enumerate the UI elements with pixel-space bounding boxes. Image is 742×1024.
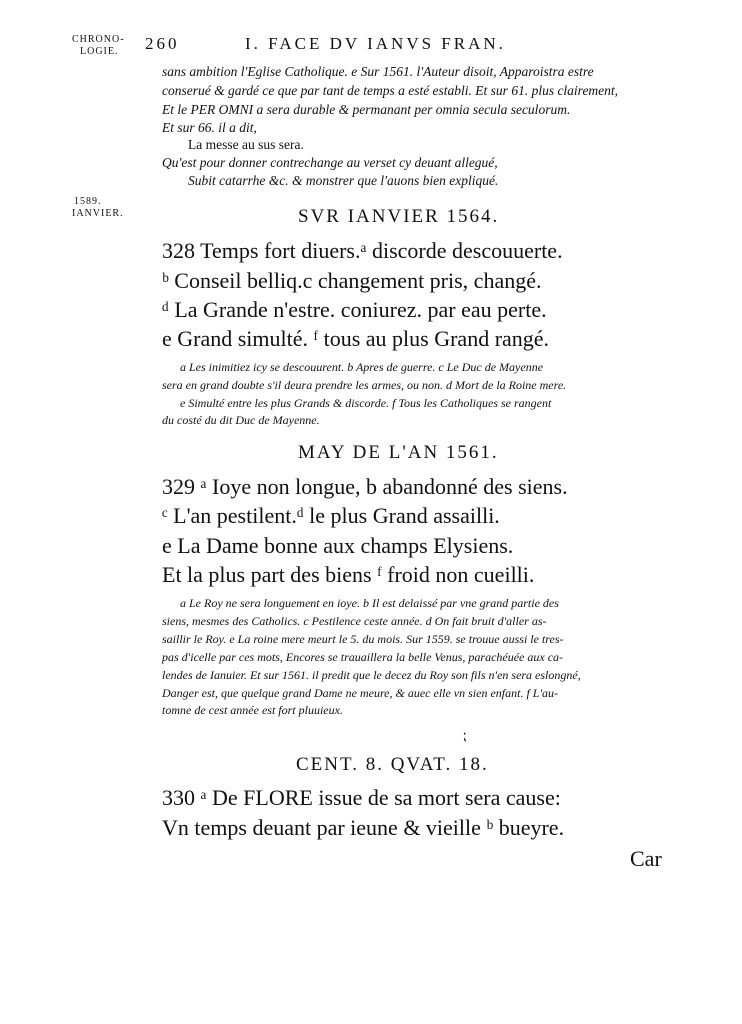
verse-328-line-4: e Grand simulté. ᶠ tous au plus Grand rangé. bbox=[162, 326, 550, 351]
separator-mark: ⁏ bbox=[462, 729, 467, 744]
note-329-line-5: lendes de Ianuier. Et sur 1561. il predit que le decez du Roy son fils n'en sera eslongné, bbox=[162, 668, 581, 682]
intro-line-3: Et le PER OMNI a sera durable & permanant per omnia secula seculorum. bbox=[162, 102, 571, 117]
intro-line-5: Qu'est pour donner contrechange au verset cy deuant allegué, bbox=[162, 155, 498, 170]
margin-label-chronologie-2: LOGIE. bbox=[80, 46, 119, 57]
intro-line-1: sans ambition l'Eglise Catholique. e Sur 1561. l'Auteur disoit, Apparoistra estre bbox=[162, 64, 594, 79]
verse-329-line-1: 329 ᵃ Ioye non longue, b abandonné des siens. bbox=[162, 474, 568, 499]
catchword: Car bbox=[630, 846, 662, 871]
note-328-line-2: sera en grand doubte s'il deura prendre les armes, ou non. d Mort de la Roine mere. bbox=[162, 378, 567, 392]
verse-330-line-1: 330 ᵃ De FLORE issue de sa mort sera cause: bbox=[162, 785, 561, 810]
note-329-line-4: pas d'icelle par ces mots, Encores se trauaillera la belle Venus, parachéuée aux ca- bbox=[162, 650, 564, 664]
note-329-line-3: saillir le Roy. e La roine mere meurt le 5. du mois. Sur 1559. se trouue aussi le tres- bbox=[162, 632, 564, 646]
section-heading-cent-8-quat-18: CENT. 8. QVAT. 18. bbox=[296, 754, 489, 775]
verse-329-line-2: ᶜ L'an pestilent.ᵈ le plus Grand assailli. bbox=[162, 503, 500, 528]
margin-month: IANVIER. bbox=[72, 208, 124, 219]
verse-329-line-3: e La Dame bonne aux champs Elysiens. bbox=[162, 533, 514, 558]
verse-328-line-2: ᵇ Conseil belliq.c changement pris, changé. bbox=[162, 268, 542, 293]
verse-328-line-1: 328 Temps fort diuers.ᵃ discorde descouuerte. bbox=[162, 238, 563, 263]
verse-328-line-3: ᵈ La Grande n'estre. coniurez. par eau perte. bbox=[162, 297, 547, 322]
section-heading-janvier-1564: SVR IANVIER 1564. bbox=[298, 206, 500, 227]
note-329-line-6: Danger est, que quelque grand Dame ne meure, & auec elle vn sien enfant. f L'au- bbox=[162, 686, 559, 700]
note-328-line-4: du costé du dit Duc de Mayenne. bbox=[162, 413, 320, 427]
note-329-line-2: siens, mesmes des Catholics. c Pestilence ceste année. d On fait bruit d'aller as- bbox=[162, 614, 547, 628]
intro-quote: La messe au sus sera. bbox=[188, 137, 304, 152]
note-329-line-1: a Le Roy ne sera longuement en ioye. b Il est delaissé par vne grand partie des bbox=[180, 596, 559, 610]
intro-line-4: Et sur 66. il a dit, bbox=[162, 120, 257, 135]
intro-line-6: Subit catarrhe &c. & monstrer que l'auons bien expliqué. bbox=[188, 173, 499, 188]
note-328-line-1: a Les inimitiez icy se descouurent. b Apres de guerre. c Le Duc de Mayenne bbox=[180, 360, 544, 374]
note-328-line-3: e Simulté entre les plus Grands & discorde. f Tous les Catholiques se rangent bbox=[180, 396, 552, 410]
margin-label-chronologie: CHRONO- bbox=[72, 34, 125, 45]
margin-year: 1589. bbox=[74, 196, 102, 207]
note-329-line-7: tomne de cest année est fort pluuieux. bbox=[162, 703, 343, 717]
page-number: 260 bbox=[145, 34, 180, 53]
section-heading-may-1561: MAY DE L'AN 1561. bbox=[298, 442, 499, 463]
intro-line-2: conserué & gardé ce que par tant de temps a esté establi. Et sur 61. plus clairement, bbox=[162, 83, 619, 98]
verse-329-line-4: Et la plus part des biens ᶠ froid non cueilli. bbox=[162, 562, 535, 587]
running-title: I. FACE DV IANVS FRAN. bbox=[245, 34, 506, 53]
verse-330-line-2: Vn temps deuant par ieune & vieille ᵇ bueyre. bbox=[162, 815, 565, 840]
